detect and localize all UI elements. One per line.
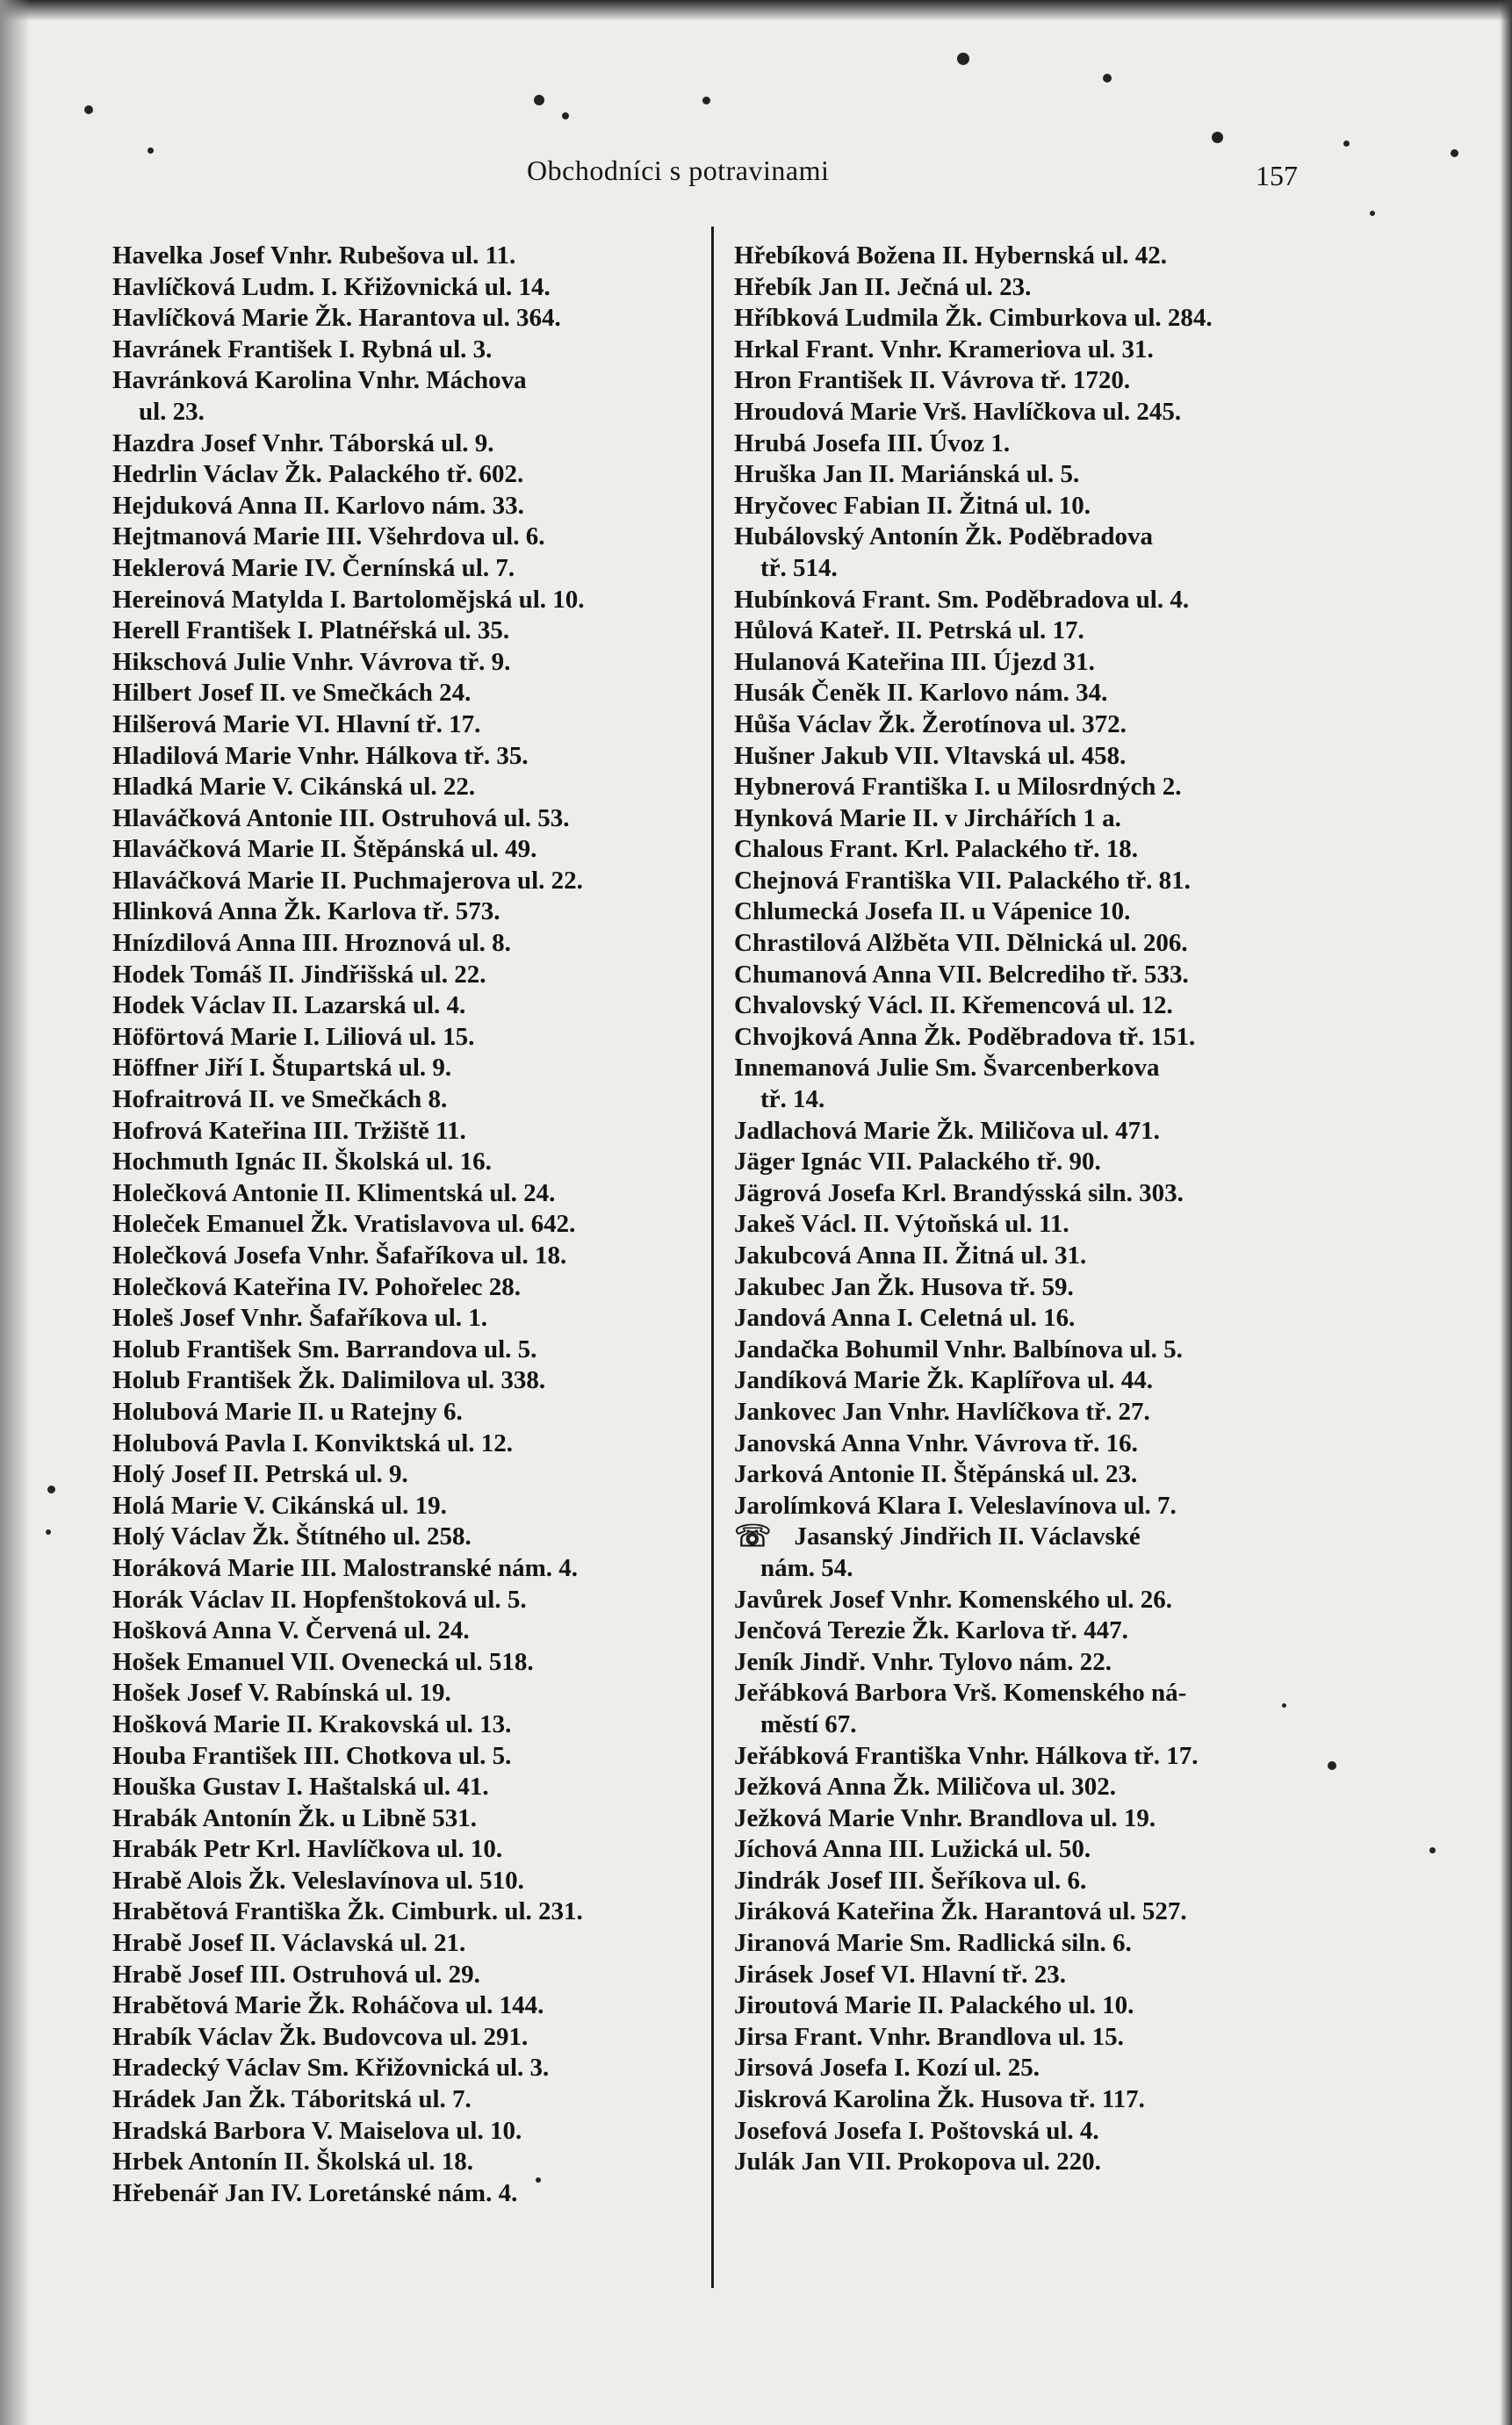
entry-text: Holá Marie V. Cikánská ul. 19. bbox=[112, 1491, 447, 1520]
entry-text: Jandíková Marie Žk. Kaplířova ul. 44. bbox=[734, 1366, 1153, 1395]
scan-speck bbox=[1282, 1703, 1286, 1708]
entry-text: Havránek František I. Rybná ul. 3. bbox=[112, 335, 493, 363]
entry-text: Hradecký Václav Sm. Křižovnická ul. 3. bbox=[112, 2054, 550, 2083]
directory-entry bbox=[734, 896, 1314, 928]
entry-text: Hruška Jan II. Mariánská ul. 5. bbox=[734, 460, 1080, 489]
directory-entry bbox=[112, 1960, 702, 1991]
entry-text: Hrádek Jan Žk. Táboritská ul. 7. bbox=[112, 2085, 472, 2114]
entry-text: Julák Jan VII. Prokopova ul. 220. bbox=[734, 2148, 1101, 2177]
entry-text: Jandová Anna I. Celetná ul. 16. bbox=[734, 1304, 1076, 1333]
directory-entry bbox=[734, 803, 1314, 835]
entry-text: Houba František III. Chotkova ul. 5. bbox=[112, 1741, 512, 1770]
directory-entry bbox=[112, 553, 702, 585]
scan-speck bbox=[46, 1529, 51, 1535]
entry-text: Holubová Pavla I. Konviktská ul. 12. bbox=[112, 1428, 514, 1457]
directory-entry bbox=[734, 1241, 1314, 1272]
directory-entry bbox=[734, 1397, 1314, 1428]
directory-entry bbox=[112, 1303, 702, 1335]
entry-text: Hrubá Josefa III. Úvoz 1. bbox=[734, 428, 1011, 457]
directory-entry bbox=[734, 1335, 1314, 1366]
entry-text: Holečková Antonie II. Klimentská ul. 24. bbox=[112, 1178, 556, 1207]
entry-text: Jakubec Jan Žk. Husova tř. 59. bbox=[734, 1272, 1074, 1301]
entry-text: Hlinková Anna Žk. Karlova tř. 573. bbox=[112, 897, 500, 926]
entry-text: Hůša Václav Žk. Žerotínova ul. 372. bbox=[734, 709, 1127, 738]
entry-text: Jankovec Jan Vnhr. Havlíčkova tř. 27. bbox=[734, 1397, 1150, 1426]
entry-text: Hřebenář Jan IV. Loretánské nám. 4. bbox=[112, 2178, 518, 2207]
entry-text: Hošková Marie II. Krakovská ul. 13. bbox=[112, 1709, 512, 1738]
directory-entry bbox=[112, 2053, 702, 2084]
entry-text: Hron František II. Vávrova tř. 1720. bbox=[734, 366, 1131, 395]
entry-text: Holeš Josef Vnhr. Šafaříkova ul. 1. bbox=[112, 1304, 487, 1333]
directory-entry bbox=[112, 2178, 702, 2210]
entry-text: Hynková Marie II. v Jirchářích 1 a. bbox=[734, 803, 1121, 832]
directory-entry bbox=[734, 1116, 1314, 1148]
directory-entry bbox=[734, 2022, 1314, 2054]
entry-text: Hrbek Antonín II. Školská ul. 18. bbox=[112, 2148, 473, 2177]
directory-entry bbox=[112, 928, 702, 960]
scan-speck bbox=[1451, 149, 1458, 157]
directory-entry bbox=[112, 1335, 702, 1366]
directory-entry bbox=[734, 960, 1314, 991]
entry-text: Hošek Emanuel VII. Ovenecká ul. 518. bbox=[112, 1647, 534, 1676]
entry-text: Hybnerová Františka I. u Milosrdných 2. bbox=[734, 773, 1182, 802]
directory-entry bbox=[112, 678, 702, 709]
directory-entry bbox=[112, 2084, 702, 2116]
entry-text: Havlíčková Ludm. I. Křižovnická ul. 14. bbox=[112, 272, 551, 301]
entry-text: Höffner Jiří I. Štupartská ul. 9. bbox=[112, 1054, 452, 1083]
directory-entry bbox=[734, 647, 1314, 679]
entry-text: Hřebík Jan II. Ječná ul. 23. bbox=[734, 272, 1032, 301]
column-divider bbox=[711, 227, 714, 2288]
entry-text: Chlumecká Josefa II. u Vápenice 10. bbox=[734, 897, 1131, 926]
directory-entry bbox=[734, 1647, 1314, 1679]
directory-entry bbox=[112, 1209, 702, 1241]
entry-text: Holečková Josefa Vnhr. Šafaříkova ul. 18. bbox=[112, 1241, 567, 1270]
directory-entry bbox=[112, 1866, 702, 1897]
entry-text: Hejtmanová Marie III. Všehrdova ul. 6. bbox=[112, 522, 545, 551]
entry-text: Jiráková Kateřina Žk. Harantová ul. 527. bbox=[734, 1897, 1187, 1926]
directory-entry bbox=[734, 1585, 1314, 1616]
entry-text: Hrabák Petr Krl. Havlíčkova ul. 10. bbox=[112, 1835, 503, 1864]
directory-entry bbox=[112, 803, 702, 835]
entry-text: Ježková Anna Žk. Miličova ul. 302. bbox=[734, 1773, 1117, 1802]
entry-text: Hodek Václav II. Lazarská ul. 4. bbox=[112, 991, 466, 1020]
entry-text: Chvojková Anna Žk. Poděbradova tř. 151. bbox=[734, 1022, 1196, 1051]
entry-text: Hrabě Josef III. Ostruhová ul. 29. bbox=[112, 1960, 480, 1989]
scan-speck bbox=[1212, 132, 1223, 143]
entry-text: Jíchová Anna III. Lužická ul. 50. bbox=[734, 1835, 1091, 1864]
directory-entry bbox=[734, 459, 1314, 491]
directory-entry bbox=[734, 1053, 1314, 1115]
entry-continuation: tř. 514. bbox=[760, 553, 838, 582]
directory-entry bbox=[112, 365, 702, 428]
entry-text: Chejnová Františka VII. Palackého tř. 81. bbox=[734, 866, 1191, 895]
entry-text: Jarolímková Klara I. Veleslavínova ul. 7. bbox=[734, 1491, 1177, 1520]
entry-text: Jakeš Václ. II. Výtoňská ul. 11. bbox=[734, 1210, 1069, 1239]
directory-entry bbox=[112, 428, 702, 460]
directory-entry bbox=[112, 772, 702, 803]
directory-entry bbox=[734, 1209, 1314, 1241]
entry-text: Josefová Josefa I. Poštovská ul. 4. bbox=[734, 2116, 1099, 2145]
entry-text: Heklerová Marie IV. Černínská ul. 7. bbox=[112, 553, 515, 582]
entry-text: Hulanová Kateřina III. Újezd 31. bbox=[734, 647, 1095, 676]
directory-entry bbox=[112, 1272, 702, 1304]
directory-entry bbox=[112, 1365, 702, 1397]
directory-entry bbox=[112, 522, 702, 553]
directory-entry bbox=[734, 741, 1314, 773]
entry-text: Jadlachová Marie Žk. Miličova ul. 471. bbox=[734, 1116, 1160, 1145]
directory-entry bbox=[112, 585, 702, 616]
scan-speck bbox=[536, 2177, 541, 2183]
entry-continuation: ul. 23. bbox=[139, 397, 205, 426]
entry-text: Jiroutová Marie II. Palackého ul. 10. bbox=[734, 1991, 1134, 2020]
directory-entry bbox=[734, 1303, 1314, 1335]
directory-entry bbox=[734, 1772, 1314, 1803]
entry-text: Horáková Marie III. Malostranské nám. 4. bbox=[112, 1553, 579, 1582]
entry-text: Jiranová Marie Sm. Radlická siln. 6. bbox=[734, 1929, 1132, 1958]
directory-entry bbox=[734, 709, 1314, 741]
directory-entry bbox=[734, 1834, 1314, 1866]
directory-entry bbox=[112, 1585, 702, 1616]
directory-entry bbox=[112, 2022, 702, 2054]
entry-text: Hochmuth Ignác II. Školská ul. 16. bbox=[112, 1148, 492, 1177]
entry-text: Jäger Ignác VII. Palackého tř. 90. bbox=[734, 1148, 1101, 1177]
entry-text: Hodek Tomáš II. Jindřišská ul. 22. bbox=[112, 960, 486, 989]
directory-entry bbox=[734, 491, 1314, 522]
directory-entry bbox=[112, 1522, 702, 1553]
entry-text: Hrabě Alois Žk. Veleslavínova ul. 510. bbox=[112, 1866, 524, 1895]
directory-entry bbox=[734, 615, 1314, 647]
directory-entry bbox=[734, 2116, 1314, 2148]
directory-entry bbox=[734, 1522, 1314, 1584]
directory-entry bbox=[112, 272, 702, 304]
scan-speck bbox=[534, 95, 544, 105]
scan-speck bbox=[47, 1486, 55, 1493]
directory-entry bbox=[734, 1990, 1314, 2022]
directory-entry bbox=[112, 1241, 702, 1272]
directory-entry bbox=[734, 1365, 1314, 1397]
directory-entry bbox=[734, 1272, 1314, 1304]
entry-name-text: Jasanský Jindřich II. Václavské bbox=[794, 1522, 1141, 1551]
directory-entry bbox=[112, 1896, 702, 1928]
entry-text: Hikschová Julie Vnhr. Vávrova tř. 9. bbox=[112, 647, 511, 676]
entry-text: Holý Václav Žk. Štítného ul. 258. bbox=[112, 1522, 472, 1551]
entry-text: Janovská Anna Vnhr. Vávrova tř. 16. bbox=[734, 1428, 1138, 1457]
directory-entry bbox=[734, 1678, 1314, 1740]
entry-text: Chrastilová Alžběta VII. Dělnická ul. 206. bbox=[734, 929, 1188, 958]
directory-entry bbox=[734, 866, 1314, 897]
entry-continuation: tř. 14. bbox=[760, 1085, 825, 1114]
directory-entry bbox=[734, 1896, 1314, 1928]
directory-entry bbox=[734, 2084, 1314, 2116]
entry-text: Holečková Kateřina IV. Pohořelec 28. bbox=[112, 1272, 522, 1301]
scan-speck bbox=[84, 105, 93, 114]
entry-text: Hubálovský Antonín Žk. Poděbradova bbox=[734, 522, 1154, 551]
entry-text: Hošek Josef V. Rabínská ul. 19. bbox=[112, 1679, 451, 1708]
directory-entry bbox=[112, 1553, 702, 1585]
entry-text: Hříbková Ludmila Žk. Cimburkova ul. 284. bbox=[734, 304, 1213, 333]
directory-entry bbox=[112, 2147, 702, 2178]
entry-text: Hryčovec Fabian II. Žitná ul. 10. bbox=[734, 491, 1091, 520]
directory-entry bbox=[112, 1084, 702, 1116]
entry-text: Hedrlin Václav Žk. Palackého tř. 602. bbox=[112, 460, 524, 489]
directory-entry bbox=[112, 960, 702, 991]
entry-text: Havlíčková Marie Žk. Harantova ul. 364. bbox=[112, 304, 561, 333]
directory-entry bbox=[112, 1615, 702, 1647]
entry-text: Jeřábková Barbora Vrš. Komenského ná- bbox=[734, 1679, 1187, 1708]
directory-entry bbox=[112, 303, 702, 335]
entry-text: Husák Čeněk II. Karlovo nám. 34. bbox=[734, 679, 1108, 708]
directory-entry bbox=[734, 1022, 1314, 1054]
entry-text: Chvalovský Václ. II. Křemencová ul. 12. bbox=[734, 991, 1173, 1020]
entry-text: Hilšerová Marie VI. Hlavní tř. 17. bbox=[112, 709, 481, 738]
entry-text: Jirásek Josef VI. Hlavní tř. 23. bbox=[734, 1960, 1067, 1989]
entry-text: Hofraitrová II. ve Smečkách 8. bbox=[112, 1085, 448, 1114]
entry-text: Houška Gustav I. Haštalská ul. 41. bbox=[112, 1773, 489, 1802]
directory-entry bbox=[734, 397, 1314, 428]
directory-entry bbox=[734, 303, 1314, 335]
entry-text: Hlaváčková Antonie III. Ostruhová ul. 53. bbox=[112, 803, 570, 832]
entry-text: Jeřábková Františka Vnhr. Hálkova tř. 17. bbox=[734, 1741, 1199, 1770]
entry-text: Javůrek Josef Vnhr. Komenského ul. 26. bbox=[734, 1585, 1172, 1614]
directory-entry bbox=[734, 241, 1314, 272]
entry-text: Hrabík Václav Žk. Budovcova ul. 291. bbox=[112, 2022, 529, 2051]
entry-text: Havelka Josef Vnhr. Rubešova ul. 11. bbox=[112, 241, 516, 270]
directory-entry bbox=[112, 1459, 702, 1491]
directory-entry bbox=[734, 990, 1314, 1022]
entry-text: Hrabětová Františka Žk. Cimburk. ul. 231. bbox=[112, 1897, 583, 1926]
entry-text: Hůlová Kateř. II. Petrská ul. 17. bbox=[734, 616, 1084, 645]
entry-text: Ježková Marie Vnhr. Brandlova ul. 19. bbox=[734, 1803, 1156, 1832]
directory-entry bbox=[734, 585, 1314, 616]
entry-text: Hrabě Josef II. Václavská ul. 21. bbox=[112, 1929, 466, 1958]
directory-entry bbox=[734, 1866, 1314, 1897]
entry-text: Hrkal Frant. Vnhr. Krameriova ul. 31. bbox=[734, 335, 1154, 363]
scan-speck bbox=[957, 53, 969, 65]
directory-entry bbox=[734, 1491, 1314, 1522]
entry-text: Innemanová Julie Sm. Švarcenberkova bbox=[734, 1054, 1160, 1083]
entry-text: Chalous Frant. Krl. Palackého tř. 18. bbox=[734, 835, 1138, 864]
directory-entry bbox=[112, 1053, 702, 1084]
directory-entry bbox=[734, 1178, 1314, 1210]
directory-entry bbox=[734, 928, 1314, 960]
entry-text: Jeník Jindř. Vnhr. Tylovo nám. 22. bbox=[734, 1647, 1112, 1676]
directory-entry bbox=[112, 866, 702, 897]
entry-text: Jägrová Josefa Krl. Brandýsská siln. 303. bbox=[734, 1178, 1184, 1207]
directory-entry bbox=[112, 491, 702, 522]
entry-text: Hejduková Anna II. Karlovo nám. 33. bbox=[112, 491, 524, 520]
directory-entry bbox=[734, 1741, 1314, 1773]
entry-text: Horák Václav II. Hopfenštoková ul. 5. bbox=[112, 1585, 527, 1614]
entry-text: Hlaváčková Marie II. Štěpánská ul. 49. bbox=[112, 835, 537, 864]
directory-entry bbox=[112, 1116, 702, 1148]
entry-text: Holý Josef II. Petrská ul. 9. bbox=[112, 1460, 408, 1489]
directory-entry bbox=[734, 2053, 1314, 2084]
directory-entry bbox=[734, 772, 1314, 803]
directory-entry bbox=[112, 1803, 702, 1835]
entry-text: Höförtová Marie I. Liliová ul. 15. bbox=[112, 1022, 475, 1051]
entry-text: Jirsová Josefa I. Kozí ul. 25. bbox=[734, 2054, 1040, 2083]
telephone-mark-icon: ☏ bbox=[734, 1521, 772, 1554]
entry-text: Hladilová Marie Vnhr. Hálkova tř. 35. bbox=[112, 741, 529, 770]
entry-text: Jakubcová Anna II. Žitná ul. 31. bbox=[734, 1241, 1087, 1270]
directory-entry bbox=[112, 709, 702, 741]
directory-entry bbox=[734, 1928, 1314, 1960]
directory-entry bbox=[112, 990, 702, 1022]
entry-text bbox=[734, 1522, 1314, 1553]
scan-speck bbox=[1103, 74, 1112, 83]
directory-entry bbox=[112, 1928, 702, 1960]
entry-text: Hrabák Antonín Žk. u Libně 531. bbox=[112, 1803, 478, 1832]
directory-entry bbox=[112, 1772, 702, 1803]
entry-text: Jandačka Bohumil Vnhr. Balbínova ul. 5. bbox=[734, 1335, 1183, 1364]
entry-text: Havránková Karolina Vnhr. Máchova bbox=[112, 366, 527, 395]
directory-entry bbox=[112, 1147, 702, 1178]
directory-entry bbox=[112, 335, 702, 366]
directory-entry bbox=[734, 1147, 1314, 1178]
page-number: 157 bbox=[1256, 160, 1298, 191]
directory-entry bbox=[112, 1990, 702, 2022]
left-column bbox=[112, 241, 702, 2209]
directory-entry bbox=[112, 741, 702, 773]
entry-text: Holeček Emanuel Žk. Vratislavova ul. 642. bbox=[112, 1210, 576, 1239]
directory-entry bbox=[734, 428, 1314, 460]
scan-top-edge bbox=[0, 0, 1512, 21]
entry-text: Jiskrová Karolina Žk. Husova tř. 117. bbox=[734, 2085, 1145, 2114]
directory-entry bbox=[734, 1960, 1314, 1991]
directory-entry bbox=[112, 615, 702, 647]
scan-right-edge bbox=[1500, 0, 1512, 2425]
entry-text: Hošková Anna V. Červená ul. 24. bbox=[112, 1616, 470, 1645]
entry-text: Hilbert Josef II. ve Smečkách 24. bbox=[112, 679, 472, 708]
right-column bbox=[734, 241, 1314, 2178]
directory-entry bbox=[112, 896, 702, 928]
entry-text: Herell František I. Platnéřská ul. 35. bbox=[112, 616, 510, 645]
scan-speck bbox=[702, 97, 710, 104]
scan-speck bbox=[1429, 1847, 1436, 1853]
entry-text: Hazdra Josef Vnhr. Táborská ul. 9. bbox=[112, 428, 494, 457]
directory-entry bbox=[112, 1647, 702, 1679]
entry-text: Hradská Barbora V. Maiselova ul. 10. bbox=[112, 2116, 522, 2145]
directory-entry bbox=[734, 1459, 1314, 1491]
entry-text: Hřebíková Božena II. Hybernská ul. 42. bbox=[734, 241, 1168, 270]
entry-text: Holub František Žk. Dalimilova ul. 338. bbox=[112, 1366, 546, 1395]
entry-text: Holub František Sm. Barrandova ul. 5. bbox=[112, 1335, 537, 1364]
entry-text: Hereinová Matylda I. Bartolomějská ul. 10. bbox=[112, 585, 585, 614]
directory-entry bbox=[734, 1428, 1314, 1460]
entry-text: Hrabětová Marie Žk. Roháčova ul. 144. bbox=[112, 1991, 544, 2020]
entry-text: Jindrák Josef III. Šeříkova ul. 6. bbox=[734, 1866, 1087, 1895]
directory-entry bbox=[112, 2116, 702, 2148]
scan-speck bbox=[562, 112, 569, 119]
directory-entry bbox=[112, 1397, 702, 1428]
directory-entry bbox=[734, 522, 1314, 584]
scan-left-shadow bbox=[0, 0, 30, 2425]
entry-text: Hnízdilová Anna III. Hroznová ul. 8. bbox=[112, 929, 511, 958]
directory-entry bbox=[734, 834, 1314, 866]
directory-entry bbox=[734, 272, 1314, 304]
directory-entry bbox=[734, 2147, 1314, 2178]
entry-text: Jenčová Terezie Žk. Karlova tř. 447. bbox=[734, 1616, 1128, 1645]
entry-text: Hlaváčková Marie II. Puchmajerova ul. 22. bbox=[112, 866, 583, 895]
directory-entry bbox=[734, 678, 1314, 709]
directory-entry bbox=[112, 647, 702, 679]
directory-entry bbox=[112, 1022, 702, 1054]
entry-text: Chumanová Anna VII. Belcrediho tř. 533. bbox=[734, 960, 1189, 989]
directory-entry bbox=[112, 241, 702, 272]
directory-entry bbox=[112, 1741, 702, 1773]
entry-text: Hofrová Kateřina III. Tržiště 11. bbox=[112, 1116, 466, 1145]
directory-entry bbox=[734, 365, 1314, 397]
directory-entry bbox=[112, 459, 702, 491]
directory-entry bbox=[112, 1834, 702, 1866]
scan-speck bbox=[148, 148, 154, 154]
entry-text: Jirsa Frant. Vnhr. Brandlova ul. 15. bbox=[734, 2022, 1124, 2051]
scan-speck bbox=[1370, 211, 1375, 216]
page-header-title: Obchodníci s potravinami bbox=[527, 155, 830, 186]
entry-text: Hušner Jakub VII. Vltavská ul. 458. bbox=[734, 741, 1127, 770]
directory-entry bbox=[734, 1615, 1314, 1647]
entry-text: Holubová Marie II. u Ratejny 6. bbox=[112, 1397, 463, 1426]
entry-text: Hroudová Marie Vrš. Havlíčkova ul. 245. bbox=[734, 397, 1182, 426]
directory-entry bbox=[112, 1491, 702, 1522]
entry-continuation: městí 67. bbox=[760, 1709, 857, 1738]
scan-speck bbox=[1328, 1761, 1336, 1770]
directory-entry bbox=[734, 1803, 1314, 1835]
directory-entry bbox=[112, 1178, 702, 1210]
directory-entry bbox=[112, 1709, 702, 1741]
entry-text: Jarková Antonie II. Štěpánská ul. 23. bbox=[734, 1460, 1138, 1489]
scan-speck bbox=[1343, 140, 1350, 147]
directory-entry bbox=[112, 1428, 702, 1460]
directory-entry bbox=[112, 1678, 702, 1709]
entry-text: Hubínková Frant. Sm. Poděbradova ul. 4. bbox=[734, 585, 1190, 614]
entry-continuation: nám. 54. bbox=[760, 1553, 853, 1582]
directory-entry bbox=[734, 335, 1314, 366]
directory-entry bbox=[112, 834, 702, 866]
entry-text: Hladká Marie V. Cikánská ul. 22. bbox=[112, 773, 476, 802]
